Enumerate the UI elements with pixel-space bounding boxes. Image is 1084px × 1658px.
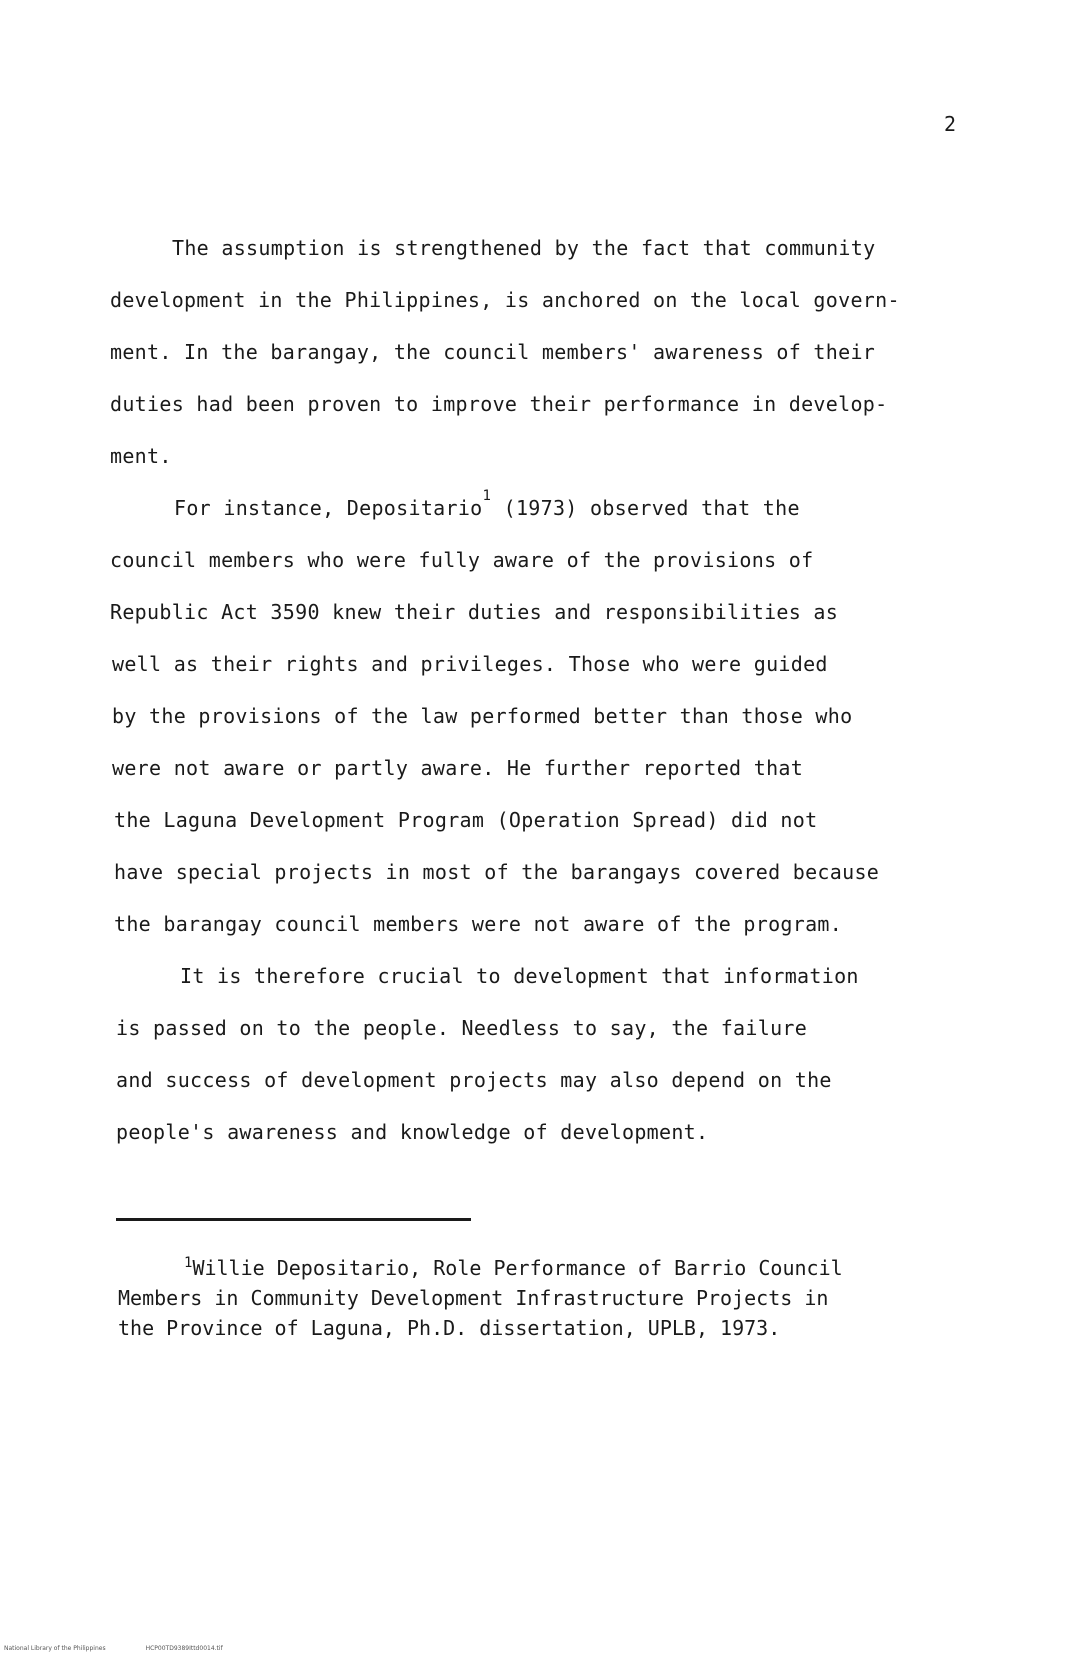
- paragraph-3-line: people's awareness and knowledge of development.: [116, 1120, 709, 1144]
- paragraph-3-line: It is therefore crucial to development that information: [180, 964, 859, 988]
- footnote-text: Willie Depositario, Role Performance of Barrio Council: [192, 1256, 843, 1280]
- paragraph-1-line: ment. In the barangay, the council members' awareness of their: [110, 340, 876, 364]
- paragraph-2-line: by the provisions of the law performed better than those who: [112, 704, 853, 728]
- footnote-line: [184, 1255, 843, 1280]
- paragraph-2-lead: For instance, Depositario: [174, 496, 483, 520]
- page-number: 2: [944, 112, 957, 136]
- paragraph-2-lead-rest: (1973) observed that the: [491, 496, 800, 520]
- paragraph-1-line: development in the Philippines, is anchored on the local govern-: [110, 288, 900, 312]
- footnote-marker: 1: [184, 1255, 193, 1271]
- paragraph-2-line: council members who were fully aware of the provisions of: [110, 548, 814, 572]
- paragraph-2-line: the barangay council members were not aware of the program.: [114, 912, 843, 936]
- paragraph-2-line: the Laguna Development Program (Operation Spread) did not: [114, 808, 818, 832]
- footnote-line: Members in Community Development Infrastructure Projects in: [118, 1286, 829, 1310]
- scan-footer: [4, 1645, 263, 1652]
- paragraph-2-line: Republic Act 3590 knew their duties and responsibilities as: [110, 600, 839, 624]
- footer-file: HCP00TD9389Ittd0014.tif: [145, 1645, 223, 1652]
- paragraph-3-line: and success of development projects may also depend on the: [116, 1068, 832, 1092]
- paragraph-1-line: The assumption is strengthened by the fact that community: [172, 236, 876, 260]
- paragraph-1-line: duties had been proven to improve their performance in develop-: [110, 392, 888, 416]
- footnote-line: the Province of Laguna, Ph.D. dissertation, UPLB, 1973.: [118, 1316, 781, 1340]
- paragraph-3-line: is passed on to the people. Needless to say, the failure: [116, 1016, 808, 1040]
- paragraph-1-line: ment.: [110, 444, 172, 468]
- footnote-reference: 1: [482, 488, 492, 504]
- footer-library: National Library of the Philippines: [4, 1645, 106, 1652]
- paragraph-2-line: were not aware or partly aware. He further reported that: [112, 756, 804, 780]
- paragraph-2-first-line: [174, 488, 800, 520]
- footnote-rule: [116, 1218, 471, 1221]
- paragraph-2-line: well as their rights and privileges. Those who were guided: [112, 652, 828, 676]
- paragraph-2-line: have special projects in most of the barangays covered because: [114, 860, 880, 884]
